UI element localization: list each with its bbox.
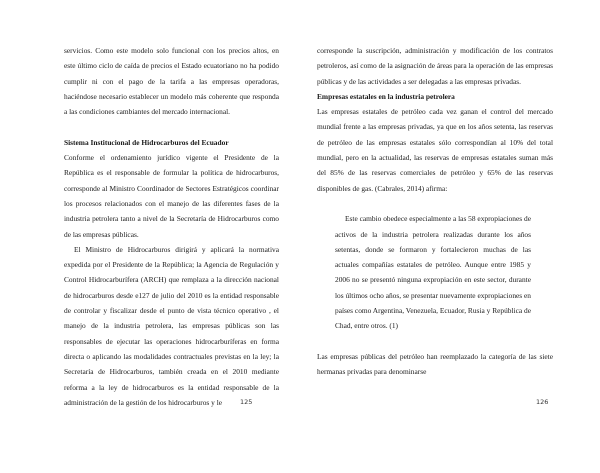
left-paragraph-2: Conforme el ordenamiento jurídico vigente el Presidente de la República es el responsable de formular la política de hidrocarburos, corresponde al Ministro Coordinador de Sectores Estratégicos coordinar los procesos relacionados con el manejo de las diferentes fases de la industria petrolera tanto a nivel de la Secretaría de Hidrocarburos como de las empresas públicas. <box>64 153 279 239</box>
right-paragraph-2: Las empresas estatales de petróleo cada vez ganan el control del mercado mundial frente a las empresas privadas, ya que en los años setenta, las reservas de petróleo de las empresas estatales sólo correspondían al 10% del total mundial, pero en la actualidad, las reservas de empresas estatales suman más del 85% de las reservas comerciales de petróleo y 65% de las reservas disponibles de gas. (Cabrales, 2014) afirma: <box>317 107 553 193</box>
right-page-number: 126 <box>536 398 549 406</box>
right-page-text <box>317 43 553 380</box>
section-heading-hydrocarbon-system: Sistema Institucional de Hidrocarburos del Ecuador <box>64 137 229 147</box>
left-paragraph-1: servicios. Como este modelo solo funcional con los precios altos, en este último ciclo de caída de precios el Estado ecuatoriano no ha podido cumplir ni con el pago de la tarifa a las empresas operadoras, haciéndose necesario establecer un modelo más coherente que responda a las condiciones cambiantes del mercado internacional. <box>64 46 279 117</box>
block-quote: Este cambio obedece especialmente a las 58 expropiaciones de activos de la industria petrolera realizadas durante los años setentas, donde se formaron y fortalecieron muchas de las actuales compañías estatales de petróleo. Aunque entre 1985 y 2006 no se presentó ninguna expropiación en este sector, durante los últimos ocho años, se presentar nuevamente expropiaciones en países como Argentina, Venezuela, Ecuador, Rusia y República de Chad, entre otros. (1) <box>335 214 531 331</box>
right-paragraph-1: corresponde la suscripción, administración y modificación de los contratos petroleros, así como de la asignación de áreas para la operación de las empresas públicas y de las actividades a ser delegadas a las empresas privadas. <box>317 46 553 86</box>
left-page-number: 125 <box>240 398 253 406</box>
right-page <box>300 0 600 473</box>
section-heading-state-companies: Empresas estatales en la industria petrolera <box>317 91 455 101</box>
left-page-text <box>64 43 279 410</box>
right-paragraph-3: Las empresas públicas del petróleo han reemplazado la categoría de las siete hermanas privadas para denominarse <box>317 351 553 377</box>
left-paragraph-3: El Ministro de Hidrocarburos dirigirá y aplicará la normativa expedida por el Presidente de la República; la Agencia de Regulación y Control Hidrocarburífera (ARCH) que remplaza a la dirección nacional de hidrocarburos desde e127 de julio del 2010 es la entidad responsable de controlar y fiscalizar desde el punto de vista técnico operativo , el manejo de la industria petrolera, las empresas públicas son las responsables de ejecutar las operaciones hidrocarburíferas en forma directa o aplicando las modalidades contractuales previstas en la ley; la Secretaría de Hidrocarburos, también creada en el 2010 mediante reforma a la ley de hidrocarburos es la entidad responsable de la administración de la gestión de los hidrocarburos y le <box>64 244 279 407</box>
